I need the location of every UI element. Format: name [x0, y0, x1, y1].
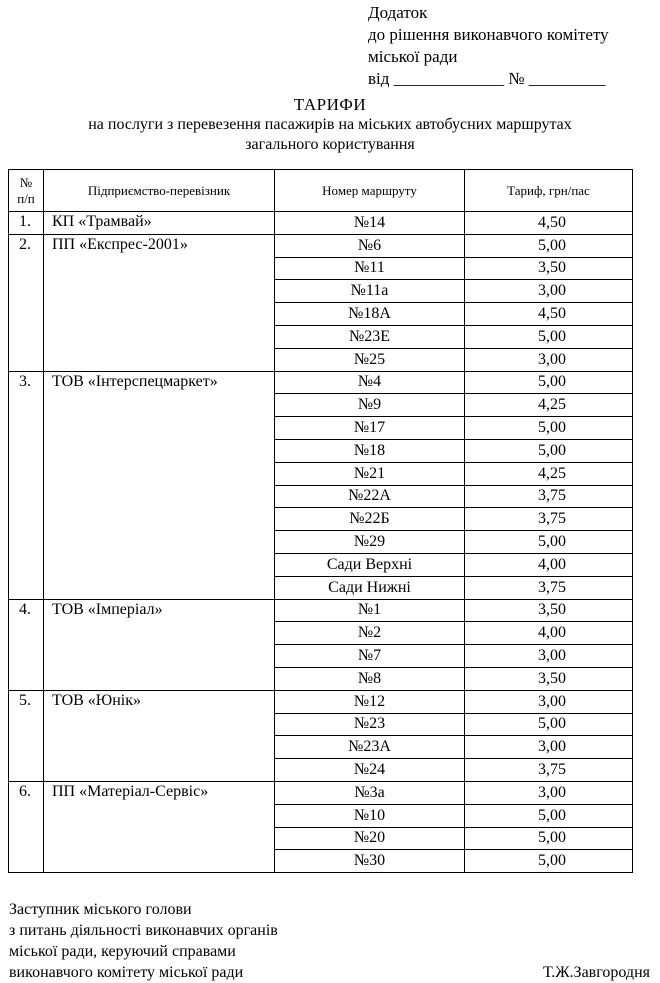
tariff-value: 4,50 — [465, 303, 633, 326]
tariff-value: 3,00 — [465, 280, 633, 303]
table-row — [9, 234, 633, 257]
header-num-line-1: № — [19, 174, 33, 190]
row-number: 1. — [9, 212, 44, 235]
carrier-name: ТОВ «Інтерспецмаркет» — [44, 371, 275, 599]
row-number: 3. — [9, 371, 44, 599]
tariff-value: 3,00 — [465, 736, 633, 759]
route-number: №17 — [275, 417, 465, 440]
route-number: №14 — [275, 212, 465, 235]
header-route: Номер маршруту — [275, 170, 465, 212]
tariff-value: 3,00 — [465, 645, 633, 668]
route-number: №8 — [275, 667, 465, 690]
route-number: №23А — [275, 736, 465, 759]
tariff-value: 5,00 — [465, 804, 633, 827]
tariff-value: 5,00 — [465, 713, 633, 736]
tariff-value: 4,00 — [465, 553, 633, 576]
tariff-value: 3,75 — [465, 576, 633, 599]
carrier-name: ПП «Експрес-2001» — [44, 234, 275, 371]
route-number: №18А — [275, 303, 465, 326]
tariff-value: 5,00 — [465, 850, 633, 873]
route-number: №11а — [275, 280, 465, 303]
tariff-value: 3,50 — [465, 599, 633, 622]
tariff-value: 3,75 — [465, 485, 633, 508]
signature-line-3: міської ради, керуючий справами — [9, 943, 236, 960]
route-number: №30 — [275, 850, 465, 873]
table-row — [9, 599, 633, 622]
route-number: №3а — [275, 781, 465, 804]
tariff-value: 4,00 — [465, 622, 633, 645]
header-num-line-2: п/п — [17, 190, 35, 206]
tariff-value: 5,00 — [465, 531, 633, 554]
signature-line-1: Заступник міського голови — [9, 901, 192, 918]
header-tariff: Тариф, грн/пас — [465, 170, 633, 212]
tariff-value: 3,75 — [465, 508, 633, 531]
tariff-value: 3,50 — [465, 257, 633, 280]
tariff-value: 5,00 — [465, 439, 633, 462]
route-number: №22А — [275, 485, 465, 508]
route-number: №23 — [275, 713, 465, 736]
carrier-name: ПП «Матеріал-Сервіс» — [44, 781, 275, 872]
route-number: №9 — [275, 394, 465, 417]
row-number: 6. — [9, 781, 44, 872]
row-number: 2. — [9, 234, 44, 371]
header-num — [9, 170, 44, 212]
route-number: №18 — [275, 439, 465, 462]
route-number: №10 — [275, 804, 465, 827]
route-number: №24 — [275, 759, 465, 782]
tariff-value: 5,00 — [465, 234, 633, 257]
table-row — [9, 212, 633, 235]
route-number: Сади Нижні — [275, 576, 465, 599]
appendix-block — [368, 2, 609, 90]
tariff-value: 3,00 — [465, 690, 633, 713]
route-number: №25 — [275, 348, 465, 371]
route-number: №21 — [275, 462, 465, 485]
route-number: №2 — [275, 622, 465, 645]
table-row — [9, 781, 633, 804]
route-number: №29 — [275, 531, 465, 554]
document-subtitle-line-1: на послуги з перевезення пасажирів на міських автобусних маршрутах — [88, 116, 572, 133]
tariff-value: 5,00 — [465, 827, 633, 850]
tariff-value: 4,25 — [465, 462, 633, 485]
appendix-line-4: від _____________ № _________ — [368, 69, 606, 88]
carrier-name: КП «Трамвай» — [44, 212, 275, 235]
header-company: Підприємство-перевізник — [44, 170, 275, 212]
route-number: №12 — [275, 690, 465, 713]
table-row — [9, 690, 633, 713]
route-number: №23Е — [275, 325, 465, 348]
route-number: №7 — [275, 645, 465, 668]
route-number: Сади Верхні — [275, 553, 465, 576]
table-body — [9, 212, 633, 873]
signature-line-2: з питань діяльності виконавчих органів — [9, 922, 278, 939]
title-block — [0, 95, 660, 155]
table-row — [9, 371, 633, 394]
table-header-row — [9, 170, 633, 212]
row-number: 5. — [9, 690, 44, 781]
appendix-line-3: міської ради — [368, 47, 458, 66]
tariff-value: 5,00 — [465, 325, 633, 348]
carrier-name: ТОВ «Юнік» — [44, 690, 275, 781]
tariff-value: 3,75 — [465, 759, 633, 782]
tariff-value: 5,00 — [465, 371, 633, 394]
signature-block — [9, 899, 278, 983]
tariff-value: 3,50 — [465, 667, 633, 690]
tariff-value: 3,00 — [465, 781, 633, 804]
route-number: №6 — [275, 234, 465, 257]
route-number: №11 — [275, 257, 465, 280]
route-number: №20 — [275, 827, 465, 850]
carrier-name: ТОВ «Імперіал» — [44, 599, 275, 690]
tariff-value: 4,25 — [465, 394, 633, 417]
document-title: ТАРИФИ — [293, 95, 367, 114]
signature-line-4: виконавчого комітету міської ради — [9, 964, 244, 981]
route-number: №22Б — [275, 508, 465, 531]
tariff-value: 4,50 — [465, 212, 633, 235]
signer-name: Т.Ж.Завгородня — [543, 964, 650, 981]
appendix-line-1: Додаток — [368, 3, 428, 22]
document-subtitle-line-2: загального користування — [245, 136, 415, 153]
tariff-value: 3,00 — [465, 348, 633, 371]
row-number: 4. — [9, 599, 44, 690]
appendix-line-2: до рішення виконавчого комітету — [368, 25, 609, 44]
tariff-value: 5,00 — [465, 417, 633, 440]
route-number: №4 — [275, 371, 465, 394]
route-number: №1 — [275, 599, 465, 622]
tariffs-table — [8, 169, 633, 873]
